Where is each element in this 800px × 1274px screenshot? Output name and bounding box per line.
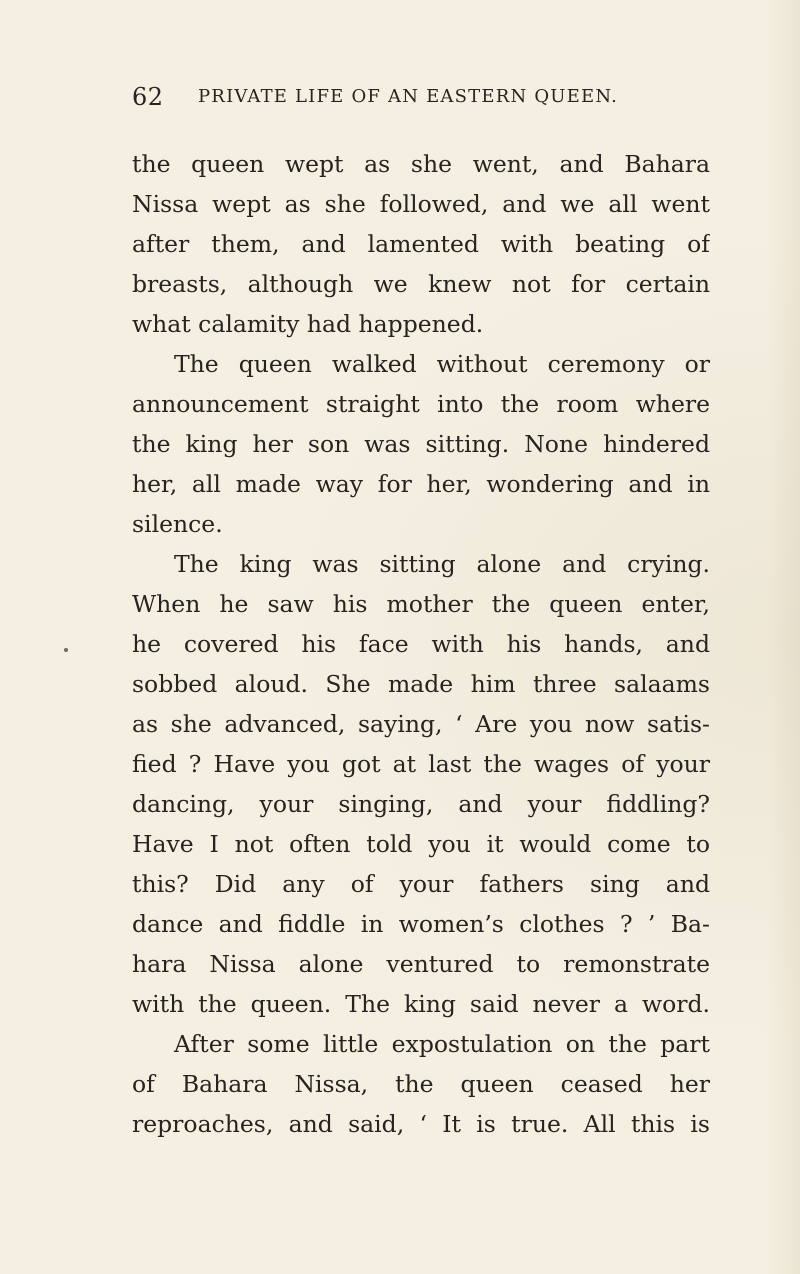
body-text (132, 144, 710, 1244)
margin-mark (64, 648, 68, 652)
text-line: as she advanced, saying, ‘ Are you now satis- (132, 710, 710, 738)
text-line: dancing, your singing, and your fiddling? (132, 790, 710, 818)
text-line: with the queen. The king said never a word. (132, 990, 710, 1018)
text-line: hara Nissa alone ventured to remonstrate (132, 950, 710, 978)
text-line: he covered his face with his hands, and (132, 630, 710, 658)
text-line: after them, and lamented with beating of (132, 230, 710, 258)
text-line: After some little expostulation on the part (174, 1030, 710, 1058)
running-head: PRIVATE LIFE OF AN EASTERN QUEEN. (198, 86, 619, 107)
text-line: sobbed aloud. She made him three salaams (132, 670, 710, 698)
text-line: her, all made way for her, wondering and in (132, 470, 710, 498)
text-line: silence. (132, 510, 223, 538)
text-line: When he saw his mother the queen enter, (132, 590, 710, 618)
text-line: breasts, although we knew not for certain (132, 270, 710, 298)
text-line: Nissa wept as she followed, and we all went (132, 190, 710, 218)
page-header (132, 80, 712, 114)
text-line: the king her son was sitting. None hindered (132, 430, 710, 458)
text-line: the queen wept as she went, and Bahara (132, 150, 710, 178)
page-number: 62 (132, 83, 164, 111)
text-line: dance and fiddle in women’s clothes ? ’ Ba- (132, 910, 710, 938)
text-line: this? Did any of your fathers sing and (132, 870, 710, 898)
text-line: The queen walked without ceremony or (174, 350, 710, 378)
text-line: reproaches, and said, ‘ It is true. All this is (132, 1110, 710, 1138)
text-line: Have I not often told you it would come to (132, 830, 710, 858)
text-line: what calamity had happened. (132, 310, 484, 338)
text-line: announcement straight into the room where (132, 390, 710, 418)
text-line: fied ? Have you got at last the wages of your (132, 750, 710, 778)
text-line: The king was sitting alone and crying. (174, 550, 710, 578)
text-line: of Bahara Nissa, the queen ceased her (132, 1070, 710, 1098)
